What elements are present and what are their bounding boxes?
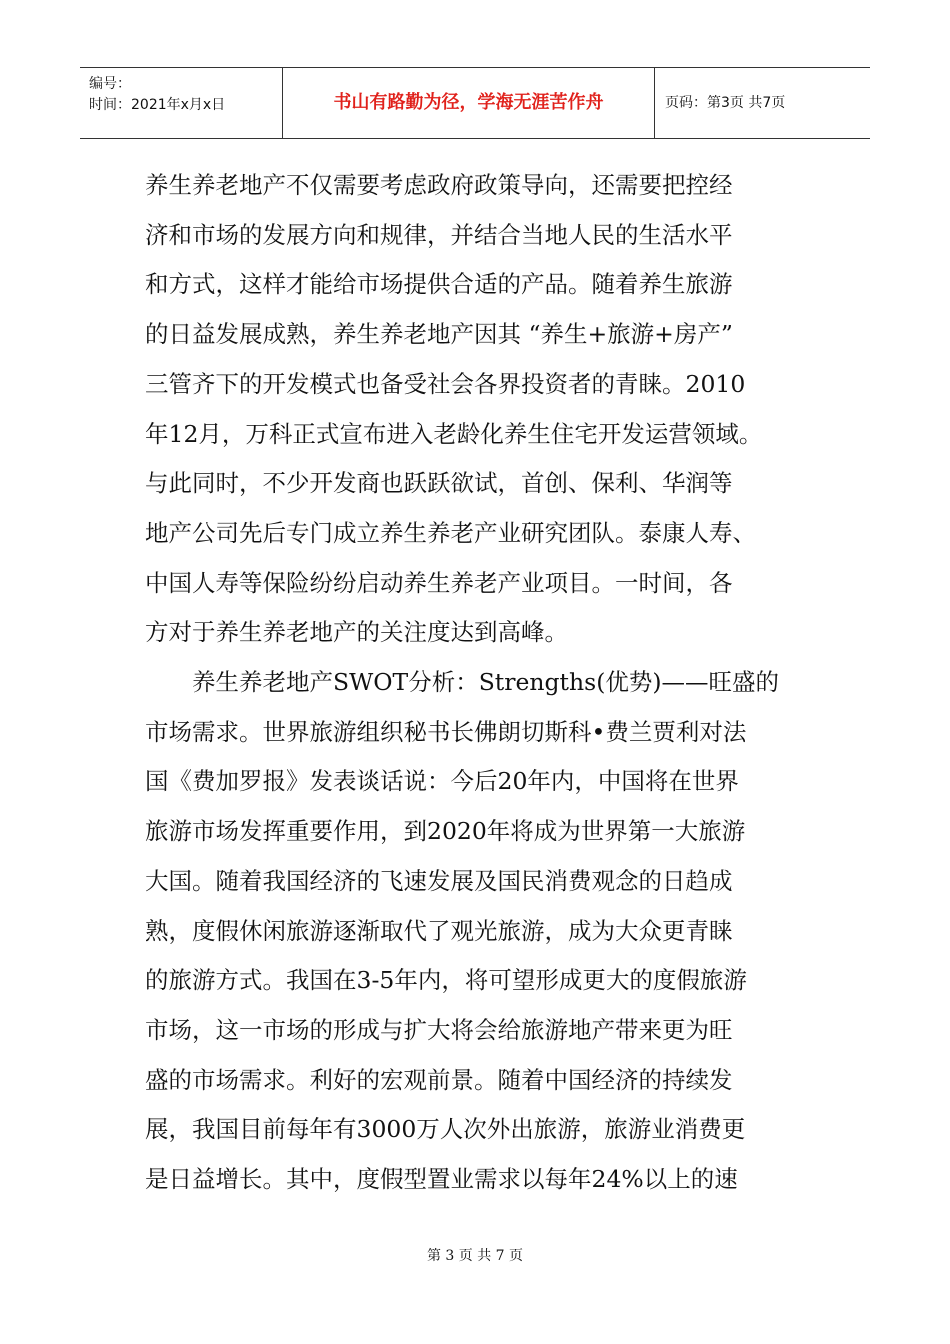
body-line: 旅游市场发挥重要作用，到2020年将成为世界第一大旅游	[145, 817, 746, 846]
body-line: 济和市场的发展方向和规律，并结合当地人民的生活水平	[145, 220, 733, 249]
body-line: 三管齐下的开发模式也备受社会各界投资者的青睐。2010	[145, 369, 746, 398]
date-label: 时间：2021年x月x日	[89, 97, 226, 113]
body-line: 市场，这一市场的形成与扩大将会给旅游地产带来更为旺	[145, 1015, 733, 1044]
document-header	[80, 67, 870, 139]
page-footer: 第 3 页 共 7 页	[426, 1248, 524, 1264]
body-line: 盛的市场需求。利好的宏观前景。随着中国经济的持续发	[145, 1065, 733, 1094]
body-line: 年12月，万科正式宣布进入老龄化养生住宅开发运营领域。	[145, 419, 763, 448]
header-meta-cell	[80, 68, 283, 138]
body-line: 养生养老地产SWOT分析：Strengths(优势)——旺盛的	[192, 668, 780, 697]
body-line: 和方式，这样才能给市场提供合适的产品。随着养生旅游	[145, 270, 733, 299]
paragraph-2	[145, 658, 820, 1205]
body-line: 国《费加罗报》发表谈话说：今后20年内，中国将在世界	[145, 767, 739, 796]
body-line: 市场需求。世界旅游组织秘书长佛朗切斯科•费兰贾利对法	[145, 717, 747, 746]
body-line: 的日益发展成熟，养生养老地产因其 “养生+旅游+房产”	[145, 320, 733, 349]
body-line: 展，我国目前每年有3000万人次外出旅游，旅游业消费更	[145, 1115, 746, 1144]
body-line: 方对于养生养老地产的关注度达到高峰。	[145, 618, 568, 647]
body-line: 大国。随着我国经济的飞速发展及国民消费观念的日趋成	[145, 866, 733, 895]
document-body	[145, 161, 820, 1205]
header-page-info: 页码：第3页 共7页	[665, 95, 786, 111]
serial-number-label: 编号：	[89, 76, 131, 92]
body-line: 地产公司先后专门成立养生养老产业研究团队。泰康人寿、	[145, 518, 756, 547]
header-motto: 书山有路勤为径，学海无涯苦作舟	[283, 68, 655, 138]
body-line: 养生养老地产不仅需要考虑政府政策导向，还需要把控经	[145, 171, 733, 199]
body-line: 的旅游方式。我国在3-5年内，将可望形成更大的度假旅游	[145, 966, 747, 995]
body-line: 中国人寿等保险纷纷启动养生养老产业项目。一时间，各	[145, 568, 733, 597]
body-line: 是日益增长。其中，度假型置业需求以每年24%以上的速	[145, 1165, 738, 1194]
body-line: 熟，度假休闲旅游逐渐取代了观光旅游，成为大众更青睐	[145, 916, 733, 945]
paragraph-1	[145, 161, 820, 658]
body-line: 与此同时，不少开发商也跃跃欲试，首创、保利、华润等	[145, 469, 733, 498]
